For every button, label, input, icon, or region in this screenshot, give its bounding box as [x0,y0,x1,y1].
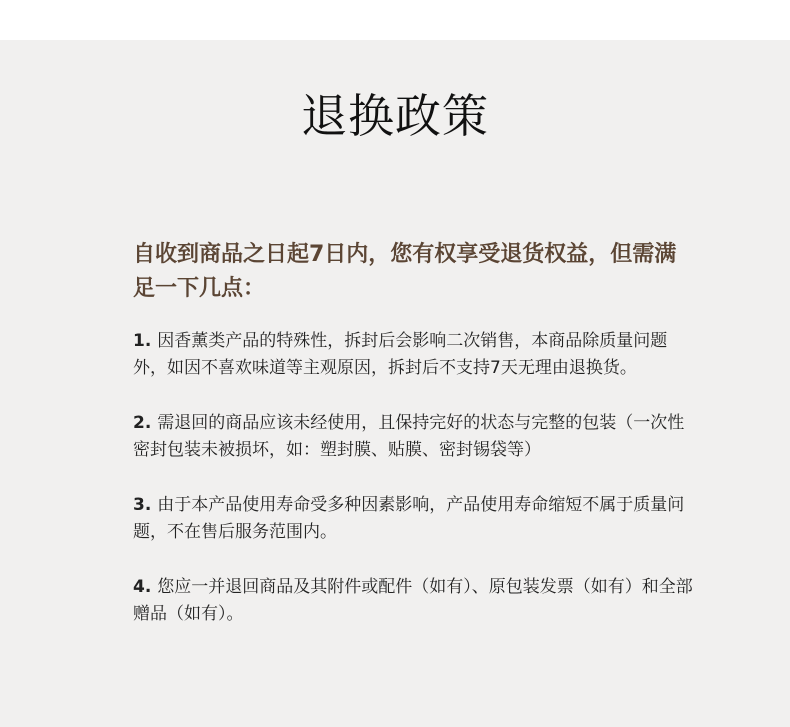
policy-item-number: 2. [133,413,152,433]
policy-item-text: 因香薰类产品的特殊性，拆封后会影响二次销售，本商品除质量问题外，如因不喜欢味道等主观原因，拆封后不支持7天无理由退换货。 [133,331,668,378]
policy-item-text: 由于本产品使用寿命受多种因素影响，产品使用寿命缩短不属于质量问题，不在售后服务范围内。 [133,495,685,542]
policy-item-4 [133,574,693,628]
policy-item-3 [133,492,693,546]
policy-item-number: 3. [133,495,152,515]
policy-item-text: 您应一并退回商品及其附件或配件（如有）、原包装发票（如有）和全部赠品（如有）。 [133,577,693,624]
policy-panel [0,40,790,727]
page-title: 退换政策 [301,89,489,143]
policy-item-1 [133,328,693,382]
policy-intro: 自收到商品之日起7日内，您有权享受退货权益，但需满足一下几点： [133,242,677,301]
policy-item-2 [133,410,693,464]
policy-list [133,328,693,656]
policy-item-text: 需退回的商品应该未经使用，且保持完好的状态与完整的包装（一次性密封包装未被损坏，如：塑封膜、贴膜、密封锡袋等） [133,413,685,460]
policy-item-number: 4. [133,577,152,597]
policy-item-number: 1. [133,331,152,351]
